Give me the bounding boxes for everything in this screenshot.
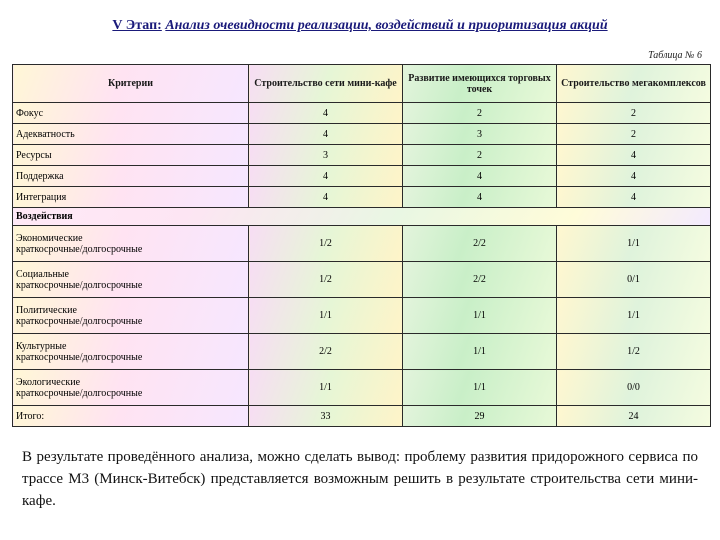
cell-value: 1/2 [249, 226, 403, 262]
header-mini-cafe: Строительство сети мини-кафе [249, 65, 403, 103]
row-label [13, 226, 249, 262]
table-row [13, 124, 711, 145]
impact-type: Экономические [16, 232, 83, 244]
row-label [13, 334, 249, 370]
cell-value: 4 [403, 187, 557, 208]
conclusion-text: В результате проведённого анализа, можно сделать вывод: проблему развития придорожного сервиса по трассе М3 (Минск-Витебск) представляется возможным решить в результате строительства сети мини-кафе. [22, 449, 698, 509]
header-criteria: Критерии [13, 65, 249, 103]
cell-value: 2 [403, 145, 557, 166]
cell-value: 2 [557, 103, 711, 124]
row-label [13, 298, 249, 334]
cell-value: 1/1 [403, 298, 557, 334]
evaluation-table [12, 64, 711, 427]
cell-value: 3 [403, 124, 557, 145]
cell-value: 1/2 [557, 334, 711, 370]
impact-type: Социальные [16, 268, 69, 280]
header-megacomplex: Строительство мегакомплексов [557, 65, 711, 103]
row-label: Ресурсы [13, 145, 249, 166]
table-row [13, 145, 711, 166]
table-row [13, 298, 711, 334]
cell-value: 4 [249, 187, 403, 208]
table-row [13, 226, 711, 262]
table-row [13, 103, 711, 124]
impact-term: краткосрочные/долгосрочные [16, 243, 143, 255]
cell-value: 1/2 [249, 262, 403, 298]
table-caption: Таблица № 6 [648, 50, 702, 61]
total-value: 24 [557, 406, 711, 427]
section-row [13, 208, 711, 226]
cell-value: 1/1 [557, 298, 711, 334]
cell-value: 2/2 [403, 262, 557, 298]
title-text: Анализ очевидности реализации, воздействий и приоритизация акций [165, 18, 608, 33]
section-label: Воздействия [13, 208, 711, 226]
total-label: Итого: [13, 406, 249, 427]
cell-value: 0/0 [557, 370, 711, 406]
table-row [13, 370, 711, 406]
cell-value: 4 [249, 103, 403, 124]
header-row [13, 65, 711, 103]
cell-value: 3 [249, 145, 403, 166]
header-existing-points: Развитие имеющихся торговых точек [403, 65, 557, 103]
cell-value: 4 [249, 124, 403, 145]
impact-term: краткосрочные/долгосрочные [16, 279, 143, 291]
table-row [13, 262, 711, 298]
title-stage: V Этап: [112, 18, 162, 33]
cell-value: 2 [557, 124, 711, 145]
row-label: Адекватность [13, 124, 249, 145]
impact-type: Культурные [16, 340, 67, 352]
cell-value: 4 [249, 166, 403, 187]
total-value: 29 [403, 406, 557, 427]
cell-value: 4 [403, 166, 557, 187]
total-row [13, 406, 711, 427]
cell-value: 1/1 [403, 370, 557, 406]
total-value: 33 [249, 406, 403, 427]
row-label: Интеграция [13, 187, 249, 208]
cell-value: 4 [557, 187, 711, 208]
table-row [13, 334, 711, 370]
impact-type: Экологические [16, 376, 81, 388]
row-label [13, 262, 249, 298]
page-title [0, 18, 720, 34]
table-row [13, 187, 711, 208]
impact-term: краткосрочные/долгосрочные [16, 387, 143, 399]
impact-term: краткосрочные/долгосрочные [16, 315, 143, 327]
cell-value: 2 [403, 103, 557, 124]
impact-term: краткосрочные/долгосрочные [16, 351, 143, 363]
cell-value: 1/1 [249, 298, 403, 334]
cell-value: 1/1 [403, 334, 557, 370]
row-label [13, 370, 249, 406]
impact-type: Политические [16, 304, 77, 316]
cell-value: 4 [557, 166, 711, 187]
cell-value: 4 [557, 145, 711, 166]
cell-value: 1/1 [249, 370, 403, 406]
cell-value: 2/2 [249, 334, 403, 370]
cell-value: 1/1 [557, 226, 711, 262]
cell-value: 0/1 [557, 262, 711, 298]
cell-value: 2/2 [403, 226, 557, 262]
row-label: Фокус [13, 103, 249, 124]
row-label: Поддержка [13, 166, 249, 187]
table-row [13, 166, 711, 187]
